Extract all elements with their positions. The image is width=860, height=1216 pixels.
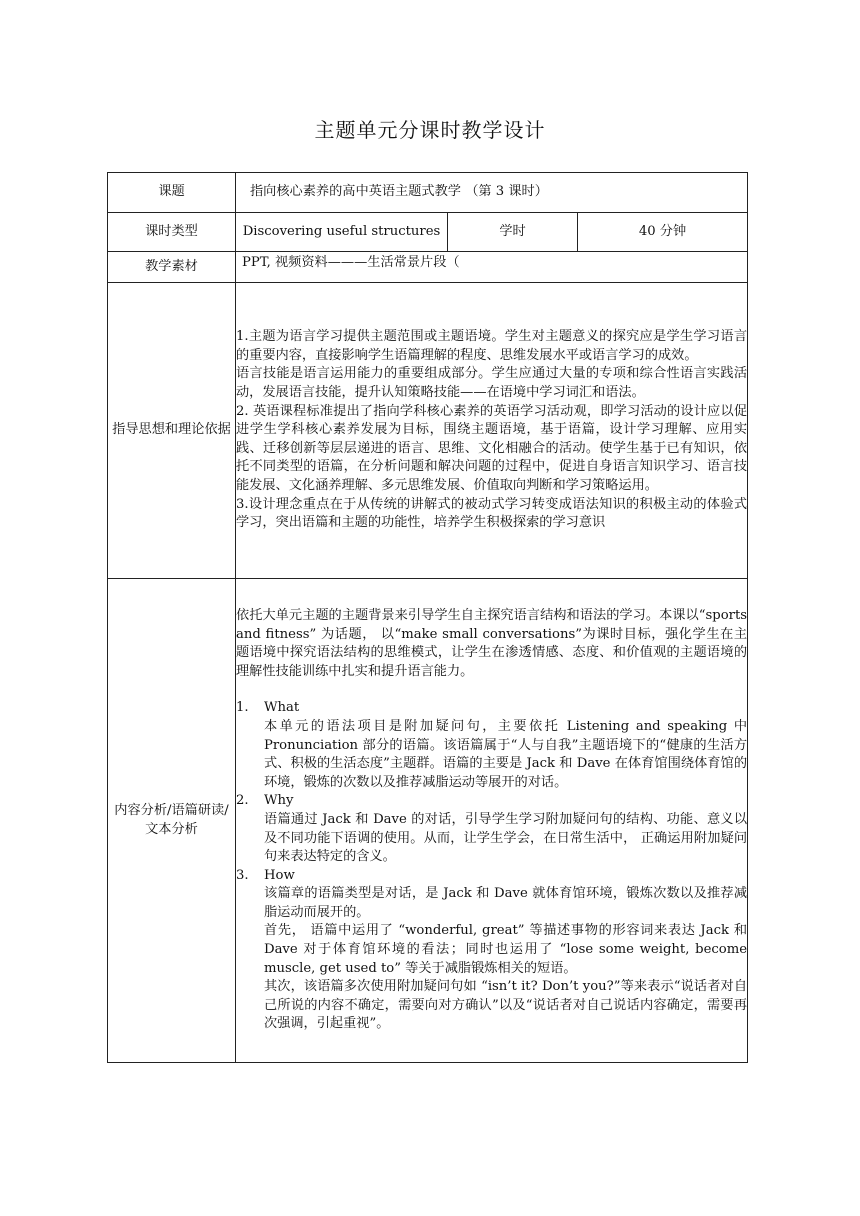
item-heading: Why [264,793,294,809]
guiding-paragraph: 1.主题为语言学习提供主题范围或主题语境。学生对主题意义的探究应是学生学习语言的重要内容，直接影响学生语篇理解的程度、思维发展水平或语言学习的成效。 [236,329,748,363]
materials-label: 教学素材 [108,252,236,283]
analysis-label: 内容分析/语篇研读/文本分析 [108,579,236,1063]
analysis-item-what [236,699,747,718]
row-topic [108,173,748,213]
hours-value: 40 分钟 [578,213,748,252]
row-type [108,213,748,252]
item-heading: What [264,700,300,716]
item-number: 3. [236,867,249,883]
guiding-paragraph: 语言技能是语言运用能力的重要组成部分。学生应通过大量的专项和综合性语言实践活动，发展语言技能，提升认知策略技能——在语境中学习词汇和语法。 [236,366,748,401]
item-paragraph: 本单元的语法项目是附加疑问句，主要依托 Listening and speaking 中 Pronunciation 部分的语篇。该语篇属于“人与自我”主题语境下的“健康的生活方式、积极的生活态度”主题群。语篇的主要是 Jack 和 Dave 在体育馆围绕体育馆的环境，锻炼的次数以及推荐减脂运动等展开的对话。 [264,718,748,790]
item-number: 2. [236,793,249,809]
hours-label: 学时 [448,213,578,252]
topic-value: 指向核心素养的高中英语主题式教学 （第 3 课时） [236,173,748,213]
type-value: Discovering useful structures [236,213,448,252]
type-label: 课时类型 [108,213,236,252]
item-paragraph: 该篇章的语篇类型是对话，是 Jack 和 Dave 就体育馆环境，锻炼次数以及推荐减脂运动而展开的。 [264,886,748,920]
guiding-paragraph: 3.设计理念重点在于从传统的讲解式的被动式学习转变成语法知识的积极主动的体验式学习，突出语篇和主题的功能性，培养学生积极探索的学习意识 [236,496,748,531]
lesson-design-table [107,172,748,1063]
item-paragraph: 其次，该语篇多次使用附加疑问句如 “isn’t it? Don’t you?”等来表示“说话者对自己所说的内容不确定，需要向对方确认”以及“说话者对自己说话内容确定，需要再次强调，引起重视”。 [264,979,748,1032]
analysis-intro: 依托大单元主题的主题背景来引导学生自主探究语言结构和语法的学习。本课以“sports and fitness” 为话题， 以“make small conversations”为课时目标，强化学生在主题语境中探究语法结构的思维模式，让学生在渗透情感、态度、和价值观的主题语境的理解性技能训练中扎实和提升语言能力。 [236,607,748,679]
row-guiding [108,283,748,579]
guiding-content [236,283,748,579]
guiding-label: 指导思想和理论依据 [108,283,236,579]
analysis-item-how [236,867,747,886]
item-paragraph: 语篇通过 Jack 和 Dave 的对话，引导学生学习附加疑问句的结构、功能、意义以及不同功能下语调的使用。从而，让学生学会，在日常生活中， 正确运用附加疑问句来表达特定的含义。 [264,811,748,865]
item-number: 1. [236,700,249,716]
page-title: 主题单元分课时教学设计 [314,118,546,142]
analysis-item-why [236,792,747,811]
row-materials [108,252,748,283]
topic-label: 课题 [108,173,236,213]
row-analysis [108,579,748,1063]
item-paragraph: 首先， 语篇中运用了 “wonderful, great” 等描述事物的形容词来表达 Jack 和 Dave 对于体育馆环境的看法；同时也运用了 “lose some weight, become muscle, get used to” 等关于减脂锻炼相关的短语。 [264,923,748,976]
item-heading: How [264,867,295,883]
guiding-paragraph: 2. 英语课程标准提出了指向学科核心素养的英语学习活动观，即学习活动的设计应以促进学生学科核心素养发展为目标，围绕主题语境，基于语篇，设计学习理解、应用实践、迁移创新等层层递进的语言、思维、文化相融合的活动。使学生基于已有知识，依托不同类型的语篇，在分析问题和解决问题的过程中，促进自身语言知识学习、语言技能发展、文化涵养理解、多元思维发展、价值取向判断和学习策略运用。 [236,403,748,493]
materials-value: PPT, 视频资料———生活常景片段（ [236,252,748,283]
analysis-content [236,579,748,1063]
